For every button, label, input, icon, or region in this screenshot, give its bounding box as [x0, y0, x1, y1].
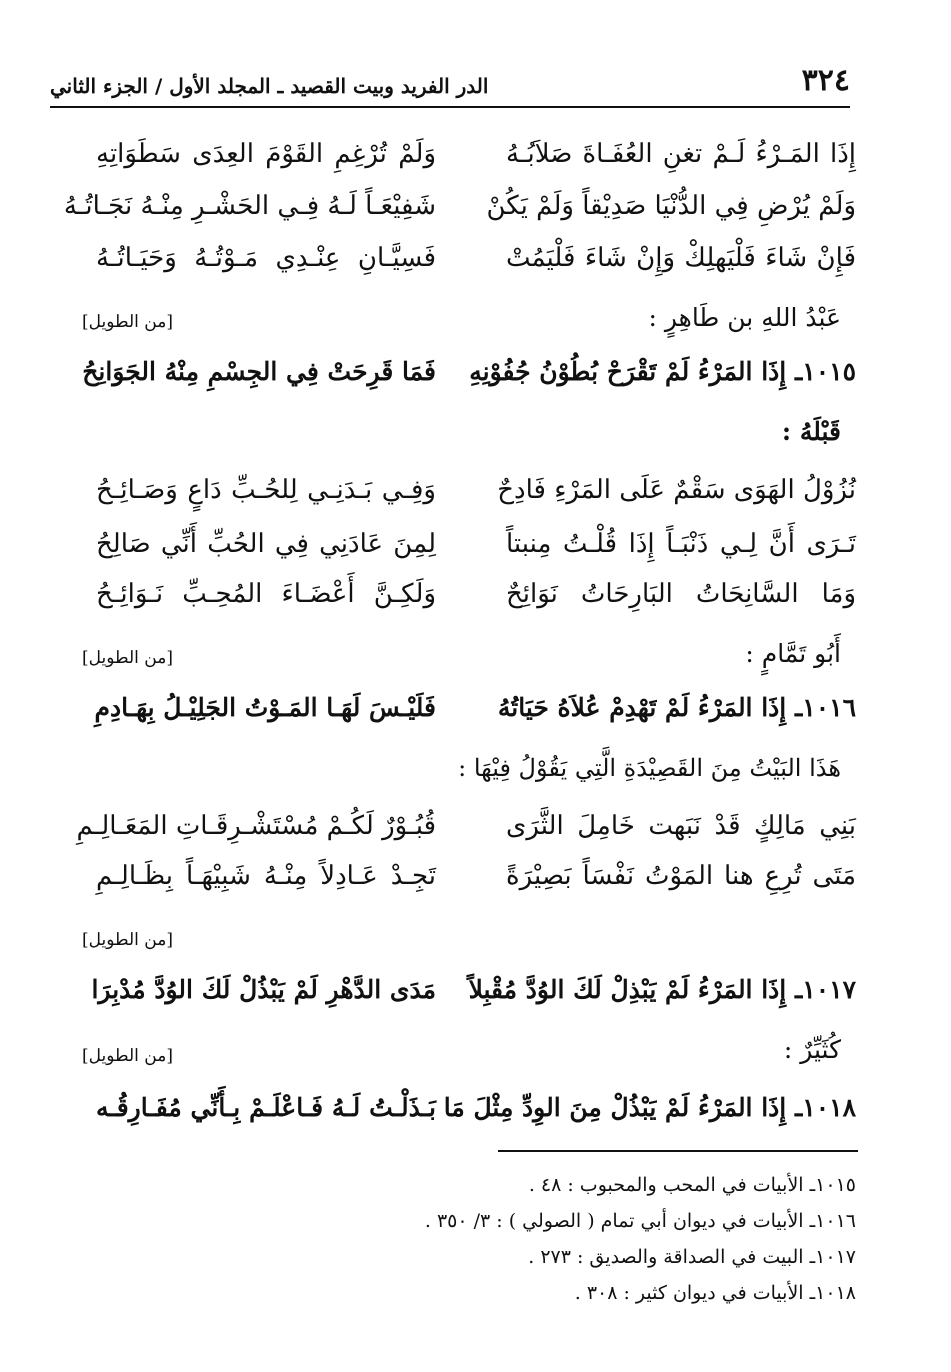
footnote-rule [498, 1150, 858, 1152]
numbered-verse [82, 344, 856, 400]
verse-second-hemistich: مَدَى الدَّهْرِ لَمْ يَبْذُلْ لَكَ الوُدَّ مُدْبِرَا [91, 975, 436, 1004]
verse-line [96, 566, 856, 622]
verse-second-hemistich: وَفِـي بَـدَنِـي لِلحُـبِّ دَاعٍ وَصَـائِـحُ [96, 475, 436, 505]
verse-line [63, 178, 856, 234]
verse-line [96, 848, 856, 904]
poet-attribution: عَبْدُ اللهِ بن طَاهِرٍ : [648, 303, 841, 332]
verse-second-hemistich: شَفِيْعَـاً لَـهُ فِـي الحَشْـرِ مِنْـهُ نَجَـاتُـهُ [63, 191, 436, 221]
verse-line [96, 516, 856, 572]
verse-second-hemistich: وَلَكِـنَّ أَعْضَـاءَ المُحِـبِّ نَـوَائِـحُ [96, 579, 436, 609]
verse-second-hemistich: فَلَيْـسَ لَهَـا المَـوْتُ الجَلِيْـلُ بِهَـادِمِ [94, 693, 436, 722]
verse-first-hemistich: ١٠١٧ـ إِذَا المَرْءُ لَمْ يَبْذِلْ لَكَ الوُدَّ مُقْبِلاً [468, 975, 856, 1004]
poet-attribution: كُثَيِّرٌ : [783, 1035, 841, 1064]
verse-second-hemistich: وَلَمْ تُرْغِمِ القَوْمَ العِدَى سَطَوَاتِهِ [96, 139, 436, 169]
verse-first-hemistich: نُزُوْلُ الهَوَى سَقْمٌ عَلَى المَرْءِ فَادِحٌ [497, 475, 856, 505]
numbered-verse [96, 680, 856, 736]
numbered-verse [96, 1080, 856, 1136]
verse-first-hemistich: ١٠١٦ـ إِذَا المَرْءُ لَمْ تَهْدِمْ عُلاَهُ حَيَاتُهُ [497, 693, 856, 722]
verse-line [76, 798, 856, 854]
verse-first-hemistich: ١٠١٥ـ إِذَا المَرْءُ لَمْ تَقْرَحْ بُطُوْنُ جُفُوْنِهِ [469, 357, 856, 386]
verse-second-hemistich: قُبُـوْرٌ لَكُـمْ مُسْتَشْـرِقَـاتِ المَعَـالِـمِ [76, 811, 436, 841]
header-rule [50, 106, 850, 108]
verse-line [96, 462, 856, 518]
numbered-verse [91, 962, 856, 1018]
meter-label: [من الطويل] [82, 1046, 173, 1066]
verse-first-hemistich: بَنِي مَالِكٍ قَدْ نَبَهت خَامِلَ الثَّرَى [506, 811, 856, 841]
verse-number: ١٠١٧ـ [794, 975, 856, 1004]
page-number: ٣٢٤ [801, 63, 850, 98]
editor-note: هَذَا البَيْتُ مِنَ القَصِيْدَةِ الَّتِي يَقُوْلُ فِيْهَا : [458, 754, 841, 782]
verse-second-hemistich: بَـذَلْـتُ لَـهُ فَـاعْلَـمْ بِـأَنِّي مُفَـارِقُـه [96, 1093, 436, 1122]
footnote: ١٠١٦ـ الأبيات في ديوان أبي تمام ( الصولي ) : ٣/ ٣٥٠ . [424, 1210, 856, 1232]
verse-number: ١٠١٦ـ [794, 693, 856, 722]
verse-second-hemistich: فَسِيَّـانِ عِنْـدِي مَـوْتُـهُ وَحَيَـاتُـهُ [96, 243, 436, 273]
running-title: الدر الفريد وبيت القصيد ـ المجلد الأول / الجزء الثاني [50, 74, 489, 98]
verse-first-hemistich: ١٠١٨ـ إِذَا المَرْءُ لَمْ يَبْذُلْ مِنَ الوِدِّ مِثْلَ مَا [443, 1093, 856, 1122]
verse-first-hemistich: وَلَمْ يُرْضِ فِي الدُّنْيَا صَدِيْقاً وَلَمْ يَكُنْ [486, 191, 856, 221]
verse-line [96, 126, 856, 182]
meter-label: [من الطويل] [82, 930, 173, 950]
footnote: ١٠١٥ـ الأبيات في المحب والمحبوب : ٤٨ . [528, 1174, 856, 1196]
verse-first-hemistich: إِذَا المَـرْءُ لَـمْ تغنِ العُفَـاةَ صَلاَبُـهُ [506, 139, 856, 169]
verse-first-hemistich: وَمَا السَّانِحَاتُ البَارِحَاتُ نَوَائِحٌ [506, 579, 856, 609]
meter-label: [من الطويل] [82, 312, 173, 332]
verse-second-hemistich: لِمِنَ عَادَنِي فِي الحُبِّ أَنِّي صَالِحُ [96, 529, 436, 559]
verse-first-hemistich: فَإِنْ شَاءَ فَلْيَهلِكْ وَإِنْ شَاءَ فَلْيَمُتْ [506, 243, 856, 273]
poet-attribution: أَبُو تَمَّامٍ : [745, 639, 841, 668]
editor-note: قَبْلَهُ : [781, 417, 841, 446]
verse-first-hemistich: مَتَى تُرِعِ هنا المَوْتُ نَفْسَاً بَصِيْرَةً [506, 861, 856, 891]
footnote: ١٠١٨ـ الأبيات في ديوان كثير : ٣٠٨ . [574, 1282, 856, 1304]
verse-second-hemistich: تَجِـدْ عَـادِلاً مِنْـهُ شَبِيْهَـاً بِظَـالِـمِ [96, 861, 436, 891]
meter-label: [من الطويل] [82, 648, 173, 668]
verse-second-hemistich: فَمَا قَرِحَتْ فِي الجِسْمِ مِنْهُ الجَوَانِحُ [82, 357, 436, 386]
verse-first-hemistich: تَـرَى أَنَّ لِـي ذَنْبَـاً إِذَا قُلْـتُ مِنبتاً [506, 529, 856, 559]
verse-number: ١٠١٥ـ [794, 357, 856, 386]
verse-line [96, 230, 856, 286]
footnote: ١٠١٧ـ البيت في الصداقة والصديق : ٢٧٣ . [528, 1246, 856, 1268]
page-header [50, 58, 850, 98]
verse-number: ١٠١٨ـ [794, 1093, 856, 1122]
